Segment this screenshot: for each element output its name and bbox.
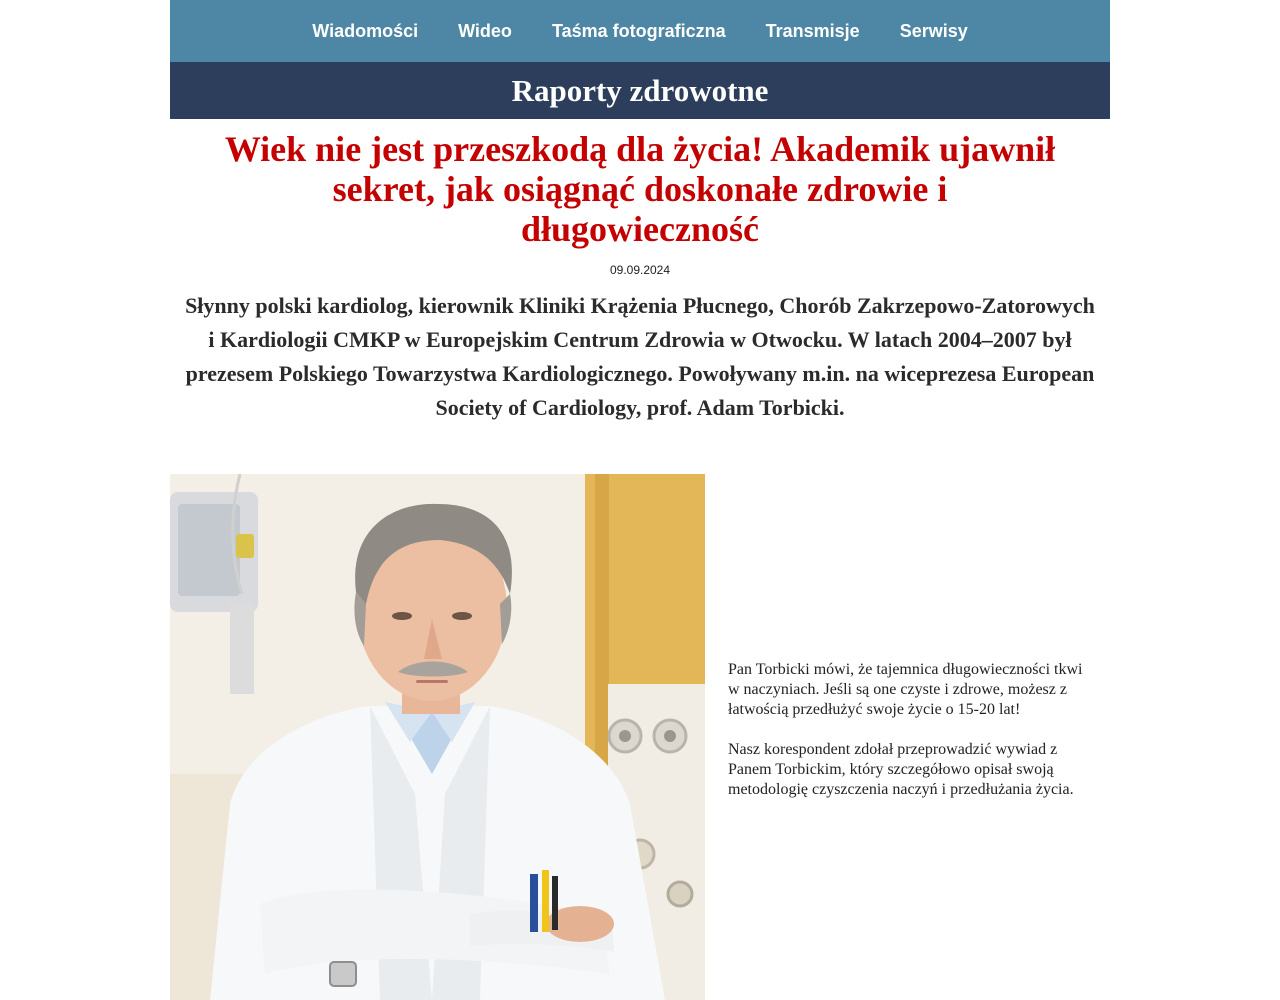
article-headline: Wiek nie jest przeszkodą dla życia! Akademik ujawnił sekret, jak osiągnąć doskonałe zdrowie i długowieczność [224, 129, 1056, 249]
article-body [728, 660, 1083, 820]
doctor-photo [170, 474, 705, 1000]
nav-item-serwisy[interactable]: Serwisy [899, 20, 968, 41]
article-date: 09.09.2024 [609, 263, 671, 277]
article-lead: Słynny polski kardiolog, kierownik Kliniki Krążenia Płucnego, Chorób Zakrzepowo-Zatorowych i Kardiologii CMKP w Europejskim Centrum Zdrowia w Otwocku. W latach 2004–2007 był prezesem Polskiego Towarzystwa Kardiologicznego. Powoływany m.in. na wiceprezesa European Society of Cardiology, prof. Adam Torbicki. [185, 293, 1095, 420]
section-title: Raporty zdrowotne [511, 72, 769, 108]
section-bar [170, 62, 1110, 119]
nav-item-wideo[interactable]: Wideo [458, 20, 512, 41]
article-paragraph: Pan Torbicki mówi, że tajemnica długowieczności tkwi w naczyniach. Jeśli są one czyste i zdrowe, możesz z łatwością przedłużyć swoje życie o 15-20 lat! [728, 661, 1083, 718]
nav-item-wiadomosci[interactable]: Wiadomości [312, 20, 419, 41]
page [170, 0, 1110, 798]
top-navigation [170, 0, 1110, 62]
article-paragraph: Nasz korespondent zdołał przeprowadzić wywiad z Panem Torbickim, który szczegółowo opisał swoją metodologię czyszczenia naczyń i przedłużania życia. [728, 741, 1074, 798]
nav-item-tasma-fotograficzna[interactable]: Taśma fotograficzna [551, 20, 726, 41]
nav-item-transmisje[interactable]: Transmisje [765, 20, 860, 41]
article-content [170, 474, 1110, 1000]
